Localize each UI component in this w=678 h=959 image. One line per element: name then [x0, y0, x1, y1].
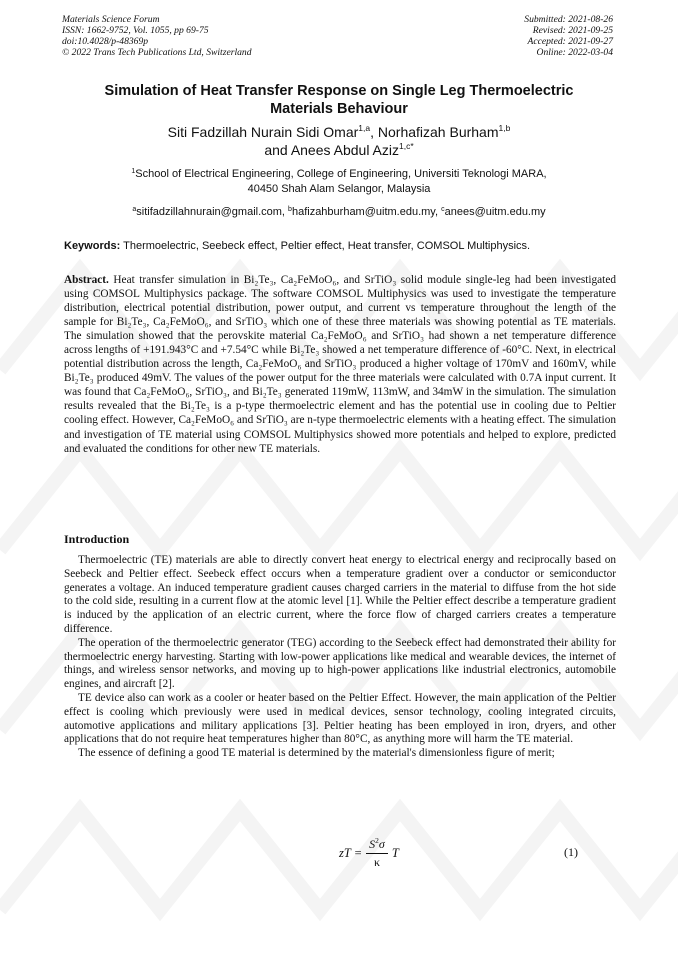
- author-3-affil: 1,c*: [399, 141, 414, 151]
- date-revised: Revised: 2021-09-25: [532, 25, 613, 36]
- affiliation-marker: 1: [131, 168, 136, 175]
- equation-lhs: zT =: [339, 845, 363, 860]
- abstract: [64, 273, 616, 456]
- equation-rhs: T: [391, 845, 399, 860]
- submission-dates: [524, 14, 613, 58]
- author-2-affil: 1,b: [498, 123, 511, 133]
- author-1: Siti Fadzillah Nurain Sidi Omar: [167, 124, 359, 140]
- intro-paragraph: The essence of defining a good TE material is determined by the material's dimensionless figure of merit;: [78, 747, 555, 760]
- author-1-affil: 1,a: [358, 123, 371, 133]
- keywords: [64, 239, 616, 253]
- author-2: Norhafizah Burham: [377, 124, 499, 140]
- author-emails: $^a$sitifadzillahnurain@gmail.com, $^b$hafizahburham@uitm.edu.my, $^c$anees@uitm.edu.my: [132, 206, 546, 218]
- equation-fraction: [366, 837, 388, 870]
- email-c[interactable]: anees@uitm.edu.my: [444, 206, 546, 218]
- numerator-base: S: [369, 836, 376, 851]
- title-line-1: Simulation of Heat Transfer Response on Single Leg Thermoelectric: [104, 83, 574, 99]
- date-accepted: Accepted: 2021-09-27: [527, 36, 613, 47]
- email-a[interactable]: sitifadzillahnurain@gmail.com: [136, 206, 282, 218]
- abstract-label: Abstract.: [64, 274, 109, 286]
- date-submitted: Submitted: 2021-08-26: [524, 14, 613, 25]
- affiliation-line-1: School of Electrical Engineering, College of Engineering, Universiti Teknologi MARA,: [135, 168, 547, 180]
- section-heading-introduction: Introduction: [64, 532, 130, 546]
- paper-title: [62, 82, 616, 118]
- equation-body: [339, 834, 399, 872]
- keywords-text: Thermoelectric, Seebeck effect, Peltier effect, Heat transfer, COMSOL Multiphysics.: [123, 240, 531, 252]
- equation-numerator: [366, 837, 388, 854]
- author-3: Anees Abdul Aziz: [290, 142, 399, 158]
- intro-paragraph: The operation of the thermoelectric generator (TEG) according to the Seebeck effect had demonstrated their ability for thermoelectric energy harvesting. Starting with low-power applications like medical and wearable devices, the internet of things, and wireless sensor networks, and moving up to high-power applications like industrial electronics, automobile engines, and aircraft [2].: [64, 636, 616, 691]
- email-c-marker: c: [441, 206, 445, 213]
- keywords-label: Keywords:: [64, 240, 121, 252]
- abstract-text: Heat transfer simulation in Bi₂Te₃, Ca₂FeMoO₆, and SrTiO₃ solid module single-leg had been investigated using COMSOL Multiphysics package. The software COMSOL Multiphysics was used to investigate the temperature distribution, electrical potential distribution, power output, and current vs temperature throughout the length of the sample for Bi₂Te₃, Ca₂FeMoO₆, and SrTiO₃ which one of these three materials was showing potential as TE materials. The simulation showed that the perovskite material Ca₂FeMoO₆ and SrTiO₃ had shown a net temperature difference across lengths of +191.943°C and +7.54°C while Bi₂Te₃ showed a net temperature difference of -60°C. Next, in electrical potential distribution across the length, Ca₂FeMoO₆ and SrTiO₃ produced a higher voltage of 170mV and 160mV, while Bi₂Te₃ produced 49mV. The values of the power output for the three materials were calculated with 0.7A input current. It was found that Ca₂FeMoO₆, SrTiO₃, and Bi₂Te₃ generated 119mW, 113mW, and 34mW in the simulation. The simulation results revealed that the Bi₂Te₃ is a p-type thermoelectric element and has the potential use in cooling due to Peltier cooling effect. However, Ca₂FeMoO₆ and SrTiO₃ are n-type thermoelectric elements with a heating effect. The simulation and investigation of TE material using COMSOL Multiphysics showed more potentials and helped to explore, predicted and evaluated the conditions for other new TE materials.: [64, 274, 616, 455]
- date-online: Online: 2022-03-04: [536, 47, 613, 58]
- introduction-body: [64, 554, 616, 761]
- numerator-exponent: 2: [375, 835, 379, 845]
- email-b-marker: b: [288, 206, 292, 213]
- title-line-2: Materials Behaviour: [270, 101, 408, 117]
- affiliation: [62, 167, 616, 196]
- email-a-marker: a: [132, 206, 137, 213]
- equation-1: [64, 834, 616, 874]
- intro-paragraph: Thermoelectric (TE) materials are able to directly convert heat energy to electrical energy and reciprocally based on Seebeck and Peltier effect. Seebeck effect occurs when a temperature gradient over a conductor or semiconductor generates a voltage. An induced temperature gradient causes charged carriers in the material to diffuse from the hot side to the cold side, resulting in a current flow at the atomic level [1]. While the Peltier effect describe a temperature gradient is induced by the application of an electric current, where the force flow of charged carriers creates a temperature difference.: [64, 554, 616, 635]
- equation-denominator: κ: [373, 854, 381, 869]
- journal-doi: doi:10.4028/p-48369p: [62, 36, 149, 47]
- journal-issn: ISSN: 1662-9752, Vol. 1055, pp 69-75: [62, 25, 209, 36]
- email-b[interactable]: hafizahburham@uitm.edu.my: [291, 206, 435, 218]
- author-list: Siti Fadzillah Nurain Sidi Omar$^{1,a}$, Norhafizah Burham$^{1,b}$ and Anees Abdul Aziz$^{1,c*}$: [167, 123, 511, 158]
- numerator-sigma: σ: [378, 836, 385, 851]
- journal-copyright: © 2022 Trans Tech Publications Ltd, Switzerland: [62, 47, 252, 58]
- journal-name: Materials Science Forum: [62, 14, 160, 25]
- equation-number: (1): [564, 845, 578, 859]
- journal-info: [62, 14, 252, 58]
- author-conjunction: and: [264, 142, 291, 158]
- intro-paragraph: TE device also can work as a cooler or heater based on the Peltier Effect. However, the main application of the Peltier effect is cooling which previously were used in medical devices, sensor technology, cooling integrated circuits, automotive applications and military applications [3]. Peltier heating has been employed in iron, dryers, and other applications that do not require heat temperatures higher than 80°C, as anything more will harm the TE material.: [64, 691, 616, 746]
- affiliation-line-2: 40450 Shah Alam Selangor, Malaysia: [247, 182, 431, 195]
